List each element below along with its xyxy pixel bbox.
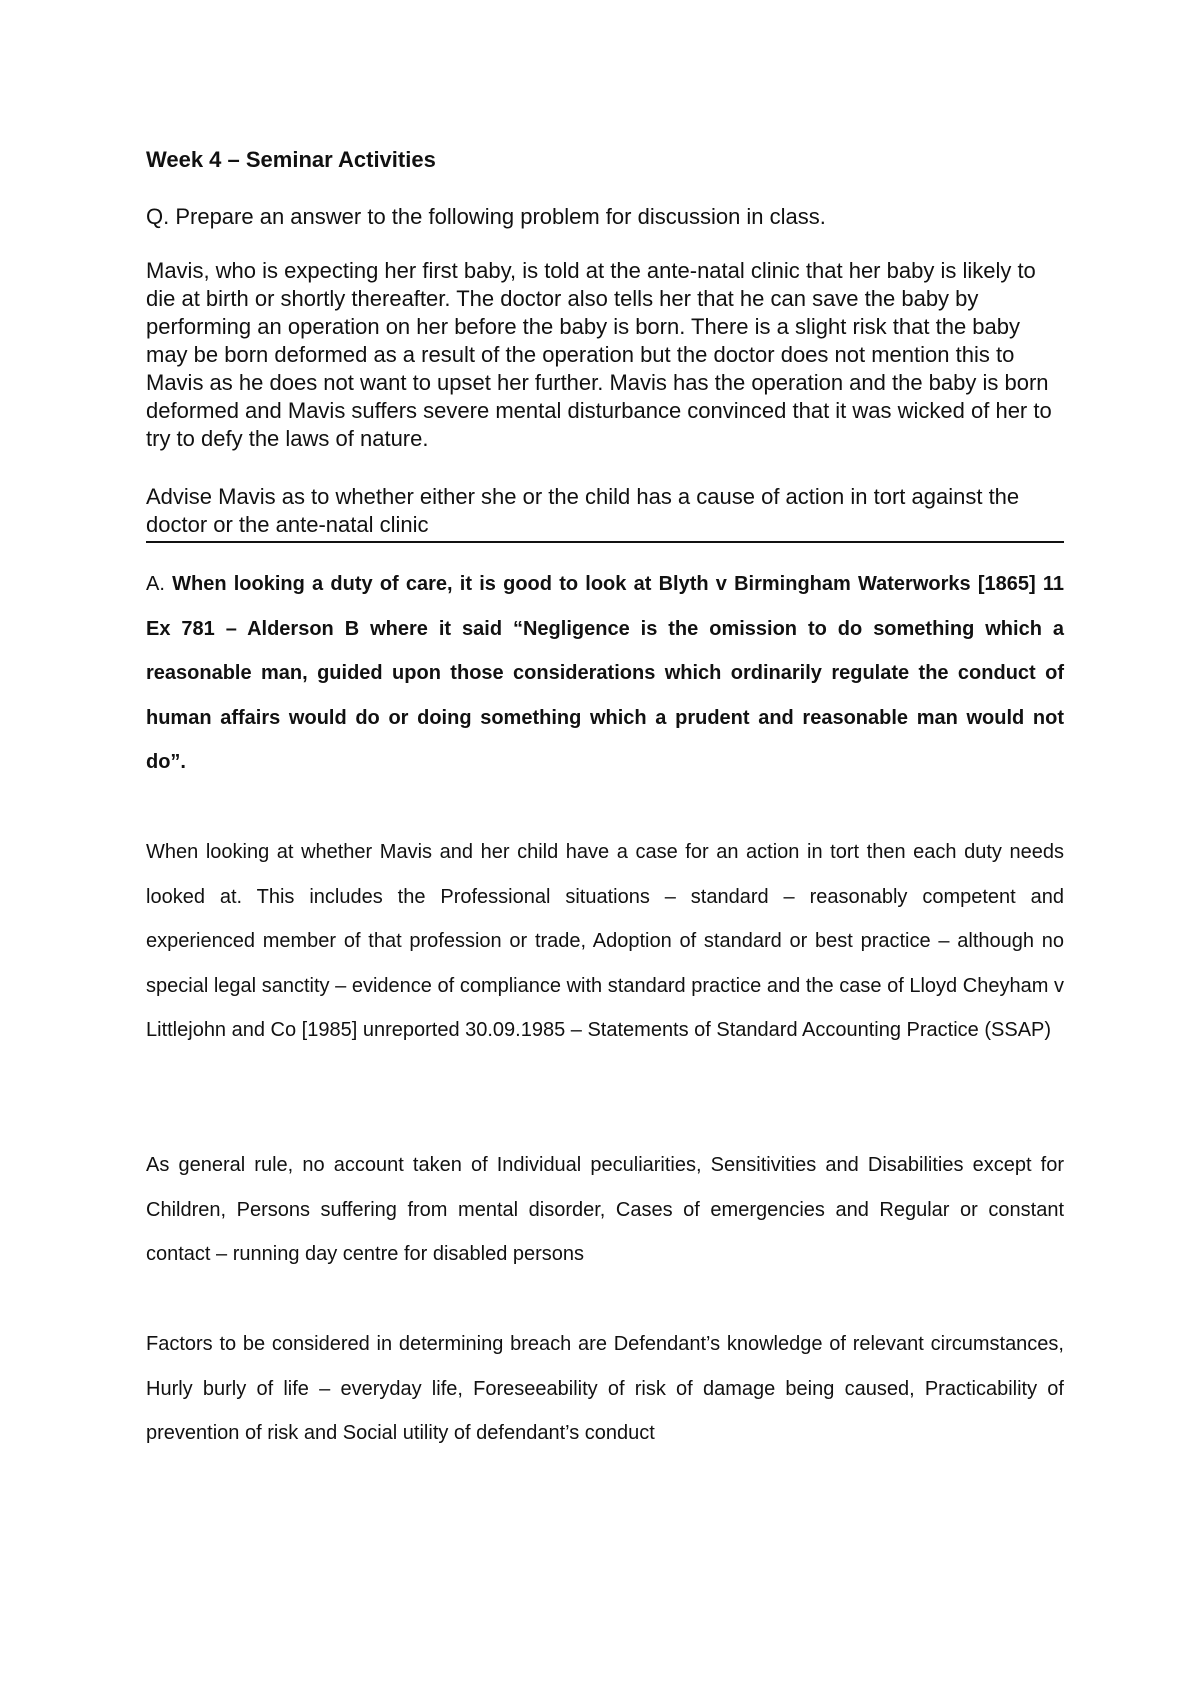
- problem-paragraph: Mavis, who is expecting her first baby, is told at the ante-natal clinic that her baby is likely to die at birth or shortly thereafter. The doctor also tells her that he can save the baby by performing an operation on her before the baby is born. There is a slight risk that the baby may be born deformed as a result of the operation but the doctor does not mention this to Mavis as he does not want to upset her further. Mavis has the operation and the baby is born deformed and Mavis suffers severe mental disturbance convinced that it was wicked of her to try to defy the laws of nature.: [146, 258, 1052, 451]
- answer-paragraph-1: [146, 562, 1064, 785]
- page-title: Week 4 – Seminar Activities: [146, 147, 436, 172]
- advise-instruction: Advise Mavis as to whether either she or the child has a cause of action in tort against the doctor or the ante-natal clinic: [146, 483, 1064, 543]
- answer-paragraph-3: As general rule, no account taken of Individual peculiarities, Sensitivities and Disabilities except for Children, Persons suffering from mental disorder, Cases of emergencies and Regular or constant contact – running day centre for disabled persons: [146, 1154, 1064, 1265]
- answer-paragraph-2: When looking at whether Mavis and her child have a case for an action in tort then each duty needs looked at. This includes the Professional situations – standard – reasonably competent and experienced member of that profession or trade, Adoption of standard or best practice – although no special legal sanctity – evidence of compliance with standard practice and the case of Lloyd Cheyham v Littlejohn and Co [1985] unreported 30.09.1985 – Statements of Standard Accounting Practice (SSAP): [146, 841, 1064, 1041]
- answer-paragraph-4: Factors to be considered in determining breach are Defendant’s knowledge of relevant circumstances, Hurly burly of life – everyday life, Foreseeability of risk of damage being caused, Practicability of prevention of risk and Social utility of defendant’s conduct: [146, 1333, 1064, 1444]
- answer-prefix: A.: [146, 573, 165, 595]
- answer-paragraph-1-text: When looking a duty of care, it is good to look at Blyth v Birmingham Waterworks [1865] 11 Ex 781 – Alderson B where it said “Negligence is the omission to do something which a reasonable man, guided upon those considerations which ordinarily regulate the conduct of human affairs would do or doing something which a prudent and reasonable man would not do”.: [146, 573, 1064, 773]
- question-text: Q. Prepare an answer to the following problem for discussion in class.: [146, 204, 826, 229]
